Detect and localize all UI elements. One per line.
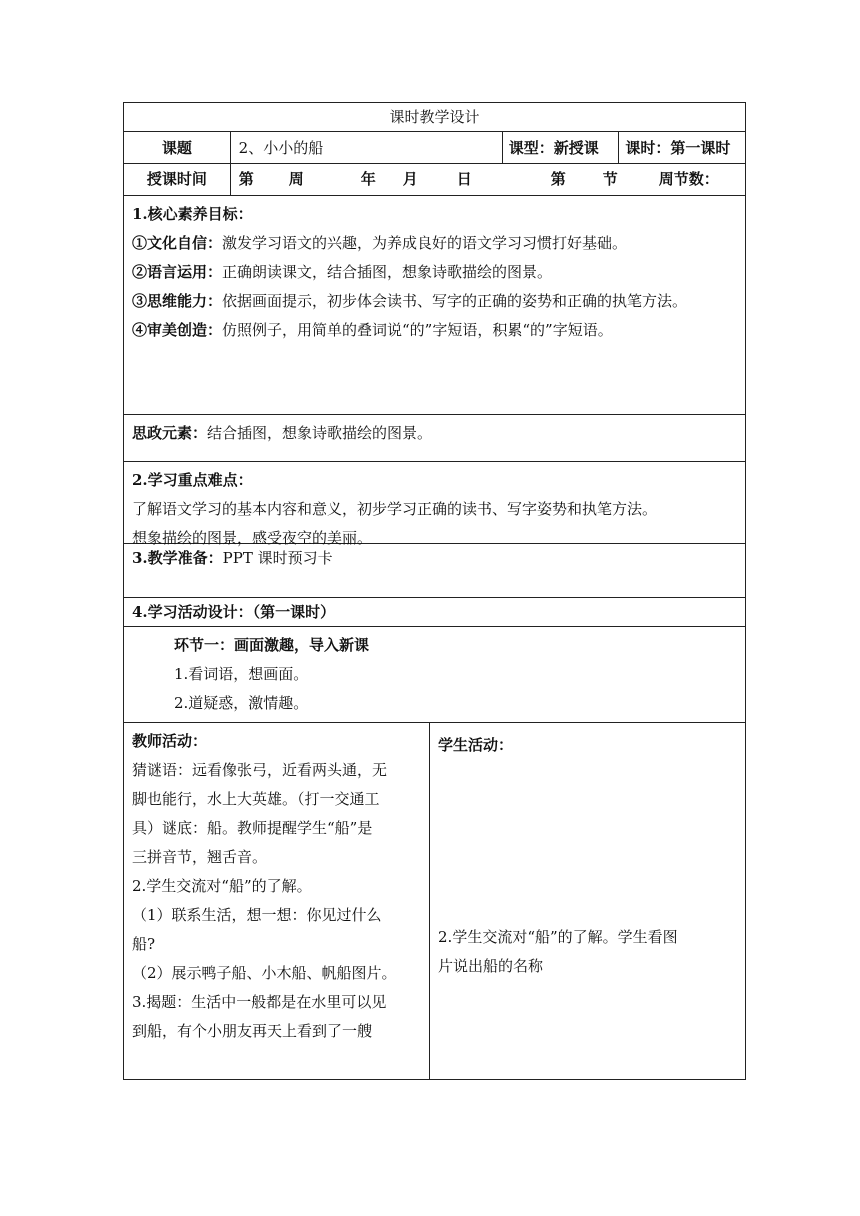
link1-block — [124, 627, 745, 722]
teacher-line: （1）联系生活，想一想：你见过什么 — [132, 906, 382, 924]
ideology-block — [124, 415, 745, 461]
link1-step: 1.看词语，想画面。 — [174, 665, 309, 683]
teacher-line: 3.揭题：生活中一般都是在水里可以见 — [132, 993, 387, 1011]
time-label: 授课时间 — [146, 170, 207, 188]
topic-value: 2、小小的船 — [230, 132, 502, 163]
prep-block — [124, 544, 745, 597]
teacher-activity — [124, 723, 429, 1079]
period-label: 课时：第一课时 — [618, 132, 745, 163]
lesson-plan-table — [123, 102, 746, 1080]
link1-step: 2.道疑惑，激情趣。 — [174, 694, 309, 712]
header-row — [123, 131, 746, 163]
time-ri: 日 — [456, 170, 472, 188]
prep-row — [123, 543, 746, 597]
topic-label: 课题 — [161, 139, 192, 157]
activity-row — [123, 722, 746, 1080]
student-line: 2.学生交流对“船”的了解。学生看图 — [438, 928, 678, 946]
key-points-block — [124, 462, 745, 547]
teacher-heading: 教师活动： — [132, 732, 208, 750]
goals-heading: 1.核心素养目标： — [132, 205, 253, 223]
key-points-row — [123, 461, 746, 547]
ideology-label: 思政元素： — [132, 424, 208, 442]
activity-design-heading: 4.学习活动设计：（第一课时） — [132, 603, 336, 621]
goals-block — [124, 196, 745, 414]
student-line: 片说出船的名称 — [438, 957, 544, 975]
time-di2: 第 — [550, 170, 566, 188]
teacher-line: （2）展示鸭子船、小木船、帆船图片。 — [132, 964, 397, 982]
teacher-line: 三拼音节，翘舌音。 — [132, 848, 268, 866]
teacher-line: 具）谜底：船。教师提醒学生“船”是 — [132, 819, 373, 837]
teacher-line: 船? — [132, 935, 156, 953]
link1-title: 环节一：画面激趣，导入新课 — [174, 636, 370, 654]
student-text — [438, 923, 738, 981]
ideology-row — [123, 414, 746, 461]
type-label: 课型：新授课 — [502, 132, 619, 163]
prep-text: PPT 课时预习卡 — [222, 549, 333, 567]
time-weekly: 周节数： — [658, 170, 719, 188]
key-points-heading: 2.学习重点难点： — [132, 471, 253, 489]
teacher-line: 脚也能行，水上大英雄。（打一交通工 — [132, 790, 380, 808]
goals-row — [123, 195, 746, 414]
time-fields — [230, 164, 745, 195]
link1-row — [123, 626, 746, 722]
time-yue: 月 — [402, 170, 418, 188]
goal-item: ①文化自信：激发学习语文的兴趣，为养成良好的语文学习习惯打好基础。 — [132, 234, 628, 252]
goal-item: ③思维能力：依据画面提示，初步体会读书、写字的正确的姿势和正确的执笔方法。 — [132, 292, 688, 310]
student-heading: 学生活动： — [438, 736, 514, 754]
time-jie: 节 — [602, 170, 618, 188]
table-title: 课时教学设计 — [389, 108, 480, 126]
title-row — [123, 102, 746, 131]
prep-label: 3.教学准备： — [132, 549, 223, 567]
ideology-text: 结合插图，想象诗歌描绘的图景。 — [207, 424, 433, 442]
teacher-line: 2.学生交流对“船”的了解。 — [132, 877, 312, 895]
time-row — [123, 163, 746, 195]
activity-design-row — [123, 597, 746, 626]
teacher-line: 猜谜语：远看像张弓，近看两头通，无 — [132, 761, 388, 779]
goal-item: ②语言运用：正确朗读课文，结合插图，想象诗歌描绘的图景。 — [132, 263, 553, 281]
student-activity — [429, 723, 745, 1079]
goal-item: ④审美创造：仿照例子，用简单的叠词说“的”字短语，积累“的”字短语。 — [132, 321, 613, 339]
teacher-line: 到船，有个小朋友再天上看到了一艘 — [132, 1022, 373, 1040]
key-points-line: 想象描绘的图景，感受夜空的美丽。 — [132, 529, 373, 547]
time-zhou: 周 — [288, 170, 304, 188]
time-nian: 年 — [360, 170, 376, 188]
key-points-line: 了解语文学习的基本内容和意义，初步学习正确的读书、写字姿势和执笔方法。 — [132, 500, 658, 518]
time-di: 第 — [238, 170, 254, 188]
